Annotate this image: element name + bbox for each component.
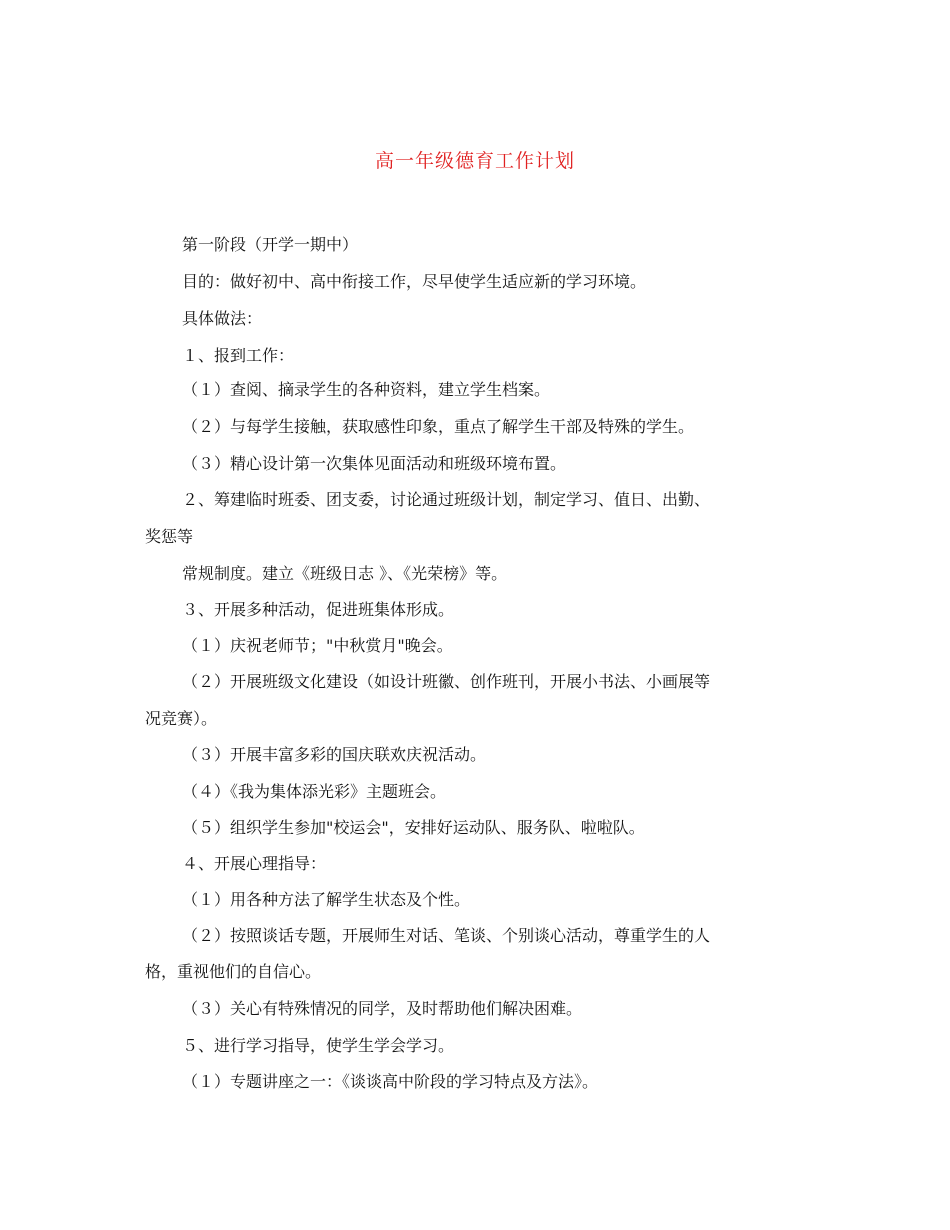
text-line: 目的：做好初中、高中衔接工作，尽早使学生适应新的学习环境。 bbox=[182, 272, 647, 291]
text-line: 况竞赛）。 bbox=[145, 709, 218, 728]
text-line: （３）关心有特殊情况的同学，及时帮助他们解决困难。 bbox=[182, 999, 583, 1018]
text-line: ４、开展心理指导： bbox=[182, 854, 327, 873]
text-line: （１）专题讲座之一：《谈谈高中阶段的学习特点及方法》。 bbox=[182, 1072, 599, 1091]
text-line: ５、进行学习指导，使学生学会学习。 bbox=[182, 1036, 455, 1055]
text-line: （１）查阅、摘录学生的各种资料，建立学生档案。 bbox=[182, 380, 551, 399]
text-line: ３、开展多种活动，促进班集体形成。 bbox=[182, 600, 455, 619]
text-line: ２、筹建临时班委、团支委，讨论通过班级计划，制定学习、值日、出勤、 bbox=[182, 490, 711, 509]
text-line: （２）与每学生接触，获取感性印象，重点了解学生干部及特殊的学生。 bbox=[182, 417, 695, 436]
text-line: （３）开展丰富多彩的国庆联欢庆祝活动。 bbox=[182, 745, 487, 764]
text-line: 具体做法： bbox=[182, 309, 263, 328]
text-line: （３）精心设计第一次集体见面活动和班级环境布置。 bbox=[182, 454, 567, 473]
text-line: 奖惩等 bbox=[145, 527, 194, 546]
text-line: （２）按照谈话专题，开展师生对话、笔谈、个别谈心活动，尊重学生的人 bbox=[182, 926, 711, 945]
text-line: 常规制度。建立《班级日志 》、《光荣榜》等。 bbox=[182, 564, 508, 583]
text-line: １、报到工作： bbox=[182, 346, 295, 365]
text-line: （１）庆祝老师节；"中秋赏月"晚会。 bbox=[182, 636, 453, 655]
text-line: 格，重视他们的自信心。 bbox=[145, 962, 322, 981]
text-line: （５）组织学生参加"校运会"，安排好运动队、服务队、啦啦队。 bbox=[182, 818, 645, 837]
text-line: 第一阶段（开学一期中） bbox=[182, 235, 359, 254]
text-line: （２）开展班级文化建设（如设计班徽、创作班刊，开展小书法、小画展等 bbox=[182, 672, 711, 691]
text-line: （４）《我为集体添光彩》主题班会。 bbox=[182, 782, 447, 801]
document-title: 高一年级德育工作计划 bbox=[374, 150, 575, 172]
text-line: （１）用各种方法了解学生状态及个性。 bbox=[182, 890, 471, 909]
